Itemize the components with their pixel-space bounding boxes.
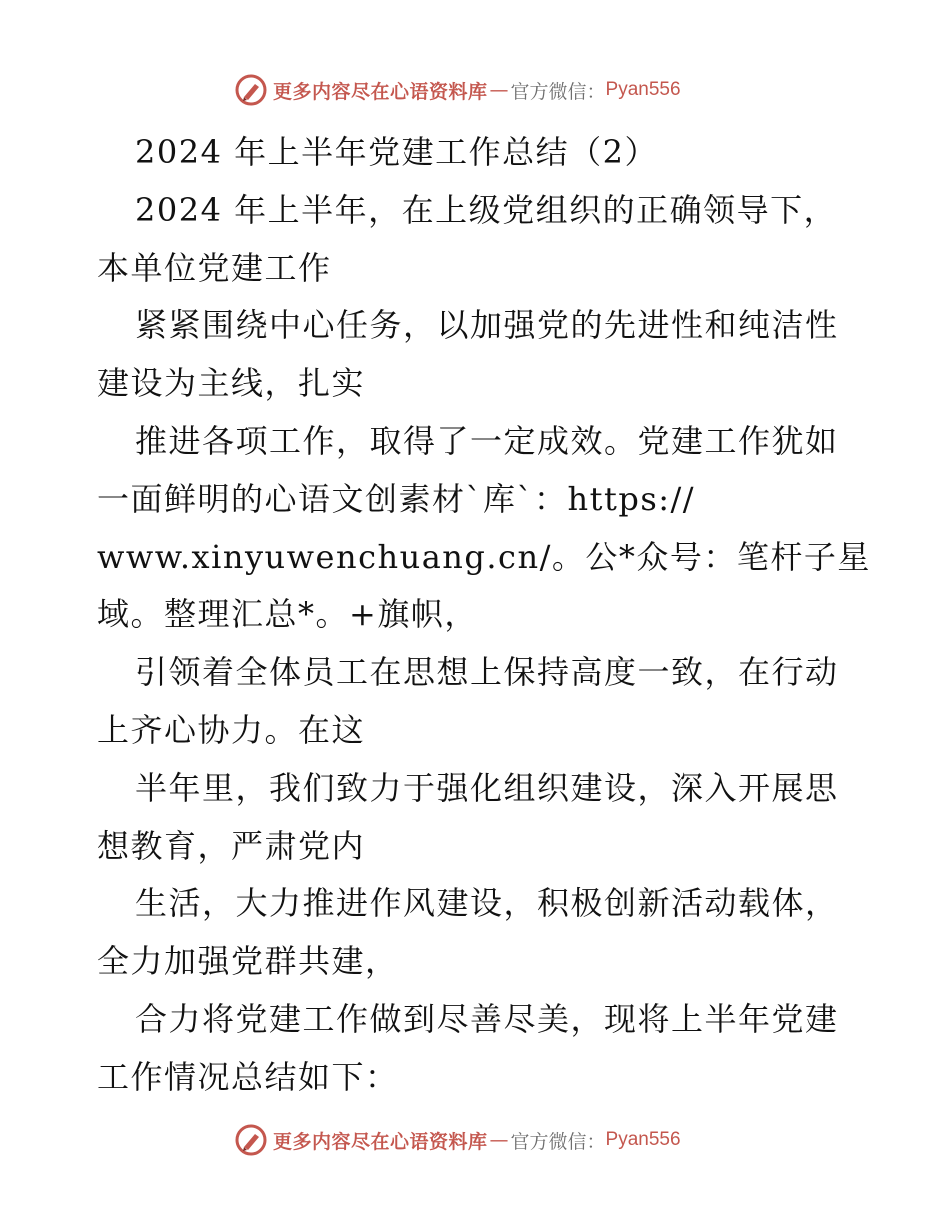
banner-wechat-id: Pyan556	[605, 79, 681, 100]
paragraph-line: 推进各项工作，取得了一定成效。党建工作犹如	[135, 421, 839, 460]
header-watermark-banner	[235, 72, 735, 108]
paragraph-line: 上齐心协力。在这	[97, 710, 366, 749]
banner-main-text: 更多内容尽在心语资料库	[273, 1130, 488, 1153]
paragraph-line: 紧紧围绕中心任务，以加强党的先进性和纯洁性	[135, 306, 839, 345]
banner-dash: —	[489, 79, 509, 101]
paragraph-line: 一面鲜明的心语文创素材`库`：https://	[97, 479, 696, 518]
paragraph-line: 2024 年上半年，在上级党组织的正确领导下，	[135, 190, 838, 229]
paragraph-line: 生活，大力推进作风建设，积极创新活动载体，	[135, 884, 839, 923]
paragraph-line: 域。整理汇总*。+旗帜，	[97, 595, 478, 634]
paragraph-line: 半年里，我们致力于强化组织建设，深入开展思	[135, 768, 839, 807]
paragraph-line: 合力将党建工作做到尽善尽美，现将上半年党建	[135, 999, 839, 1038]
paragraph-line: 引领着全体员工在思想上保持高度一致，在行动	[135, 653, 839, 692]
paragraph-line: 建设为主线，扎实	[97, 364, 366, 403]
paragraph-line: 本单位党建工作	[97, 248, 332, 287]
banner-wechat-id: Pyan556	[605, 1129, 681, 1150]
pen-logo-icon	[235, 74, 267, 106]
document-body	[97, 124, 871, 1107]
banner-wechat-label: 官方微信：	[510, 1130, 606, 1153]
paragraph-line: 想教育，严肃党内	[97, 826, 366, 865]
banner-dash: —	[489, 1129, 509, 1151]
paragraph-line: 全力加强党群共建，	[97, 942, 399, 981]
banner-main-text: 更多内容尽在心语资料库	[273, 80, 488, 103]
paragraph-line: www.xinyuwenchuang.cn/。公*众号：笔杆子星	[97, 537, 871, 576]
footer-watermark-banner	[235, 1122, 735, 1158]
pen-logo-icon	[235, 1124, 267, 1156]
banner-wechat-label: 官方微信：	[510, 80, 606, 103]
paragraph-line: 工作情况总结如下：	[97, 1057, 399, 1096]
document-title: 2024 年上半年党建工作总结（2）	[135, 133, 658, 171]
